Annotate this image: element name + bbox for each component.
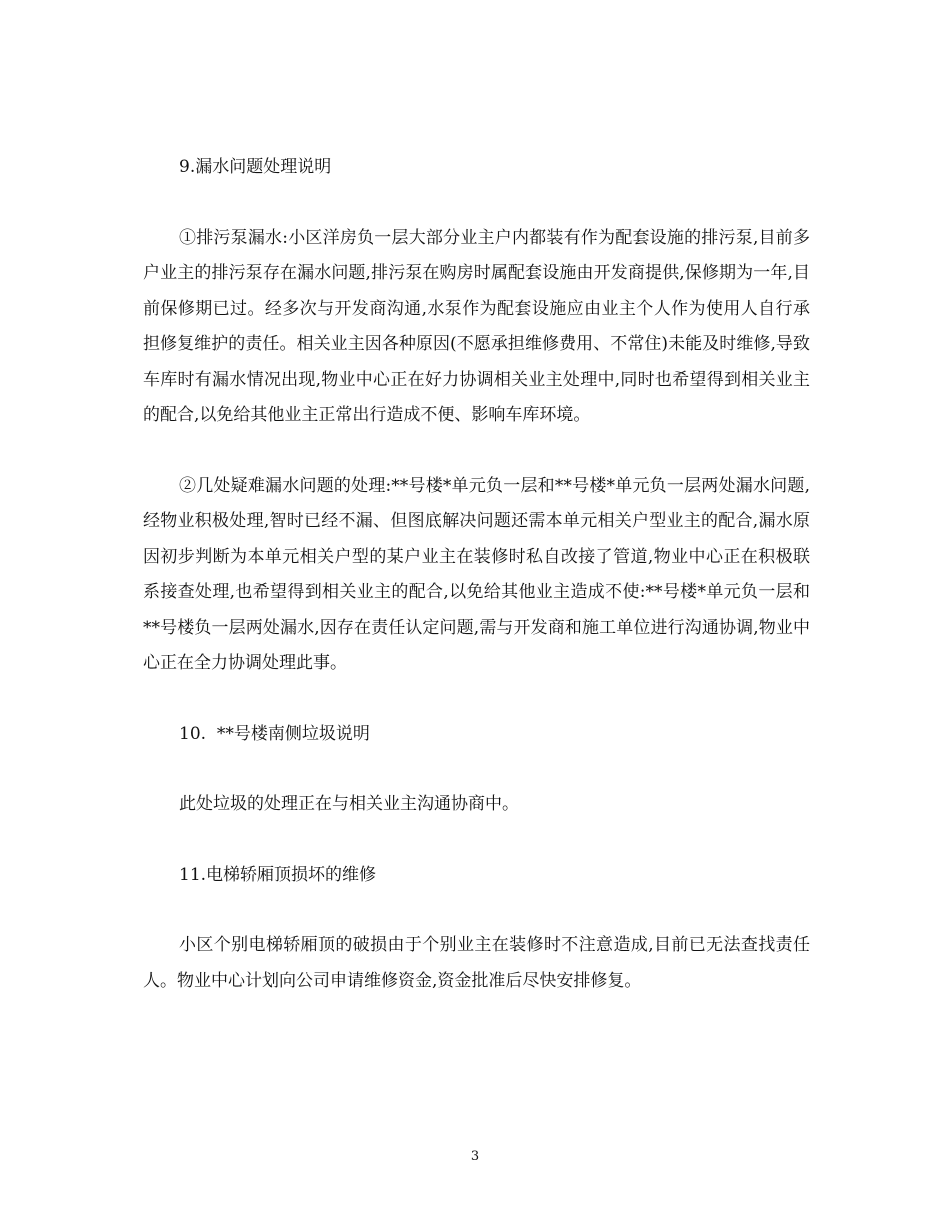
paragraph-spacer [143, 893, 810, 928]
paragraph-spacer [143, 682, 810, 717]
paragraph-elevator-repair: 小区个别电梯轿厢顶的破损由于个别业主在装修时不注意造成,目前已无法查找责任人。物业中心计划向公司申请维修资金,资金批准后尽快安排修复。 [143, 935, 810, 991]
paragraph-spacer [143, 186, 810, 221]
section-heading-10: 10. **号楼南侧垃圾说明 [179, 723, 370, 744]
paragraph-sewage-pump-leak: ①排污泵漏水:小区洋房负一层大部分业主户内都装有作为配套设施的排污泵,目前多户业主的排污泵存在漏水问题,排污泵在购房时属配套设施由开发商提供,保修期为一年,目前保修期已过。经多次与开发商沟通,水泵作为配套设施应由业主个人作为使用人自行承担修复维护的责任。相关业主因各种原因(不愿承担维修费用、不常住)未能及时维修,导致车库时有漏水情况出现,物业中心正在好力协调相关业主处理中,同时也希望得到相关业主的配合,以免给其他业主正常出行造成不便、影响车库环境。 [143, 227, 810, 425]
document-body [143, 150, 810, 999]
paragraph-garbage: 此处垃圾的处理正在与相关业主沟通协商中。 [179, 794, 519, 814]
paragraph-spacer [143, 752, 810, 787]
section-heading-11: 11.电梯轿厢顶损坏的维修 [179, 864, 377, 885]
paragraph-spacer [143, 434, 810, 469]
paragraph-difficult-leaks: ②几处疑难漏水问题的处理:**号楼*单元负一层和**号楼*单元负一层两处漏水问题,经物业积极处理,智时已经不漏、但图底解决问题还需本单元相关户型业主的配合,漏水原因初步判断为本单元相关户型的某户业主在装修时私自改接了管道,物业中心正在积极联系接查处理,也希望得到相关业主的配合,以免给其他业主造成不使:**号楼*单元负一层和**号楼负一层两处漏水,因存在责任认定问题,需与开发商和施工单位进行沟通协调,物业中心正在全力协调处理此事。 [143, 475, 810, 673]
page-number: 3 [470, 1149, 480, 1164]
section-heading-9: 9.漏水问题处理说明 [179, 157, 332, 177]
paragraph-spacer [143, 823, 810, 858]
